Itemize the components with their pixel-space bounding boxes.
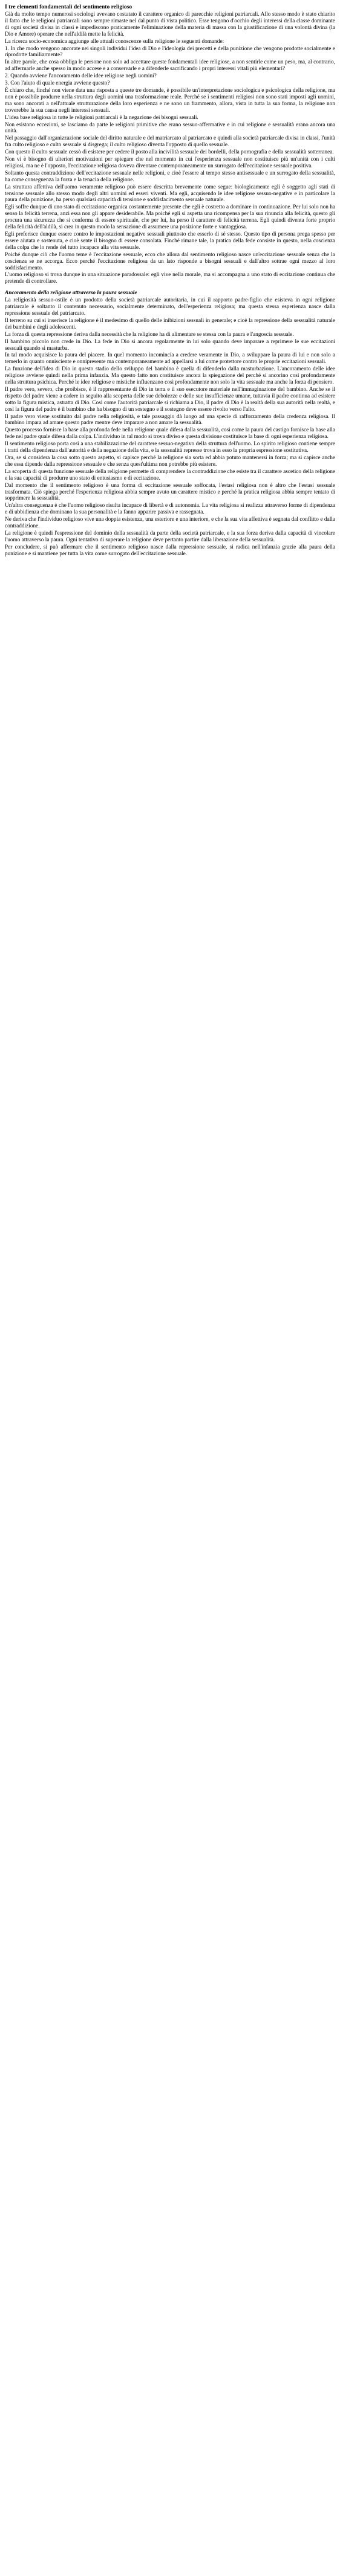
paragraph: Il terreno su cui si inserisce la religione è il medesimo di quello delle inibizioni sessuali in generale; e cioè la repressione della sessualità naturale dei bambini e degli adolescenti. [5,317,335,330]
paragraph: Dal momento che il sentimento religioso è una forma di eccitazione sessuale soffocata, l'estasi religiosa non è altro che l'estasi sessuale trasformata. Ciò spiega perché l'esperienza religiosa abbia sempre avuto un carattere mistico e perché la pratica religiosa abbia sempre tentato di sopprimere la sessualità. [5,482,335,502]
paragraph: 2. Quando avviene l'ancoramento delle idee religiose negli uomini? [5,73,157,80]
paragraph: In altre parole, che cosa obbliga le persone non solo ad accettare queste fondamentali idee religiose, a non sentirle come un peso, ma, al contrario, ad affermarle anche spesso in modo accese e a conservarle e a difenderle sacrificando i propri interessi vitali più elementari? [5,59,335,72]
paragraph: Nel passaggio dall'organizzazione sociale del diritto naturale e del matriarcato al patriarcato e quindi alla società patriarcale divisa in classi, l'unità fra culto religioso e culto sessuale si disgrega; il culto religioso diventa l'opposto di quello sessuale. [5,135,335,149]
paragraph: Per concludere, si può affermare che il sentimento religioso nasce dalla repressione sessuale, si radica nell'infanzia grazie alla paura della punizione e si mantiene per tutta la vita come surrogato dell'eccitazione sessuale. [5,544,335,557]
paragraph: La religione è quindi l'espressione del dominio della sessualità da parte della società patriarcale, e la sua forza deriva dalla capacità di vincolare l'uomo attraverso la paura. Ogni tentativo di superare la religione deve pertanto partire dalla liberazione della sessualità. [5,530,335,543]
paragraph: Il bambino piccolo non crede in Dio. La fede in Dio si ancora regolarmente in lui solo quando deve imparare a reprimere le sue eccitazioni sessuali quando si masturba. [5,338,335,352]
paragraph: La scoperta di questa funzione sessuale della religione permette di comprendere la contraddizione che esiste tra il carattere ascetico della religione e la sua capacità di produrre uno stato di entusiasmo e di eccitazione. [5,468,335,481]
paragraph: Ne deriva che l'individuo religioso vive una doppia esistenza, una esteriore e una interiore, e che la sua vita affettiva è segnata dal conflitto e dalla contraddizione. [5,517,335,530]
section-heading: Ancoramento della religione attraverso la paura sessuale [5,290,137,297]
section-part-1 [5,11,335,285]
paragraph: L'uomo religioso si trova dunque in una situazione paradossale: egli vive nella morale, ma si accompagna a uno stato di eccitazione continua che pretende di controllare. [5,272,335,285]
paragraph: Già da molto tempo numerosi sociologi avevano costatato il carattere organico di parecchie religioni patriarcali. Allo stesso modo è stato chiarito il fatto che le religioni patriarcali sono sempre rimaste nel dal punto di vista politico. Esse tengono d'occhio degli interessi della classe dominante di ogni società divisa in classi e impediscono praticamente l'eliminazione della materia di massa con la giustificazione di una volontà divina (la Dio e Amore) operare che nell'aldilà mette la felicità. [5,11,335,37]
paragraph: È chiaro che, finché non viene data una risposta a queste tre domande, è possibile un'interpretazione sociologica e psicologica della religione, ma non è possibile produrre nella struttura degli uomini una trasformazione reale. Perché se i sentimenti religiosi non sono stati imposti agli uomini, ma sono ancorati a nell'attuale strutturazione della loro esperienza e ne sono un frammento, allora, vista in tutta la sua forma, la religione non troverebbe la sua causa negli interessi sessuali. [5,87,335,114]
section-spacer [5,286,335,289]
section-part-2 [5,297,335,557]
paragraph: Poiché dunque ciò che l'uomo teme è l'eccitazione sessuale, ecco che allora dal sentimento religioso nasce un'eccitazione sessuale senza che la coscienza se ne accorga. Ecco perché l'eccitazione religiosa da un lato risponde a bisogni sessuali e dall'altro sottrae ogni mezzo al loro soddisfacimento. [5,251,335,271]
paragraph: La funzione dell'idea di Dio in questo stadio dello sviluppo del bambino è quella di difenderlo dalla masturbazione. L'ancoramento delle idee religiose avviene quindi nella prima infanzia. Ma questo fatto non costituisce ancora la spiegazione del perché si ancorino così profondamente nella struttura psichica. Perché le idee religiose e mistiche influenzano così profondamente non solo la vita sessuale ma anche la forza di pensiero. [5,366,335,386]
paragraph: Questo processo fornisce la base alla profonda fede nella religione quale difesa dalla sessualità, così come la paura del castigo fornisce la base alla fede nel padre quale difesa dalla colpa. L'individuo in tal modo si trova diviso e questa divisione costituisce la base di ogni esperienza religiosa. [5,427,335,440]
paragraph: Con questo il culto sessuale cessò di esistere per cedere il posto alla incivilità sessuale dei bordelli, della pornografia e della sessualità sotterranea. [5,149,334,156]
paragraph: La forza di questa repressione deriva dalla necessità che la religione ha di alimentare se stessa con la paura e l'angoscia sessuale. [5,331,294,338]
paragraph: L'idea base religiosa in tutte le religioni patriarcali è la negazione dei bisogni sessuali. [5,114,198,121]
paragraph: Il padre vero, severo, che proibisce, è il rappresentante di Dio in terra e il suo esecutore materiale nell'immaginazione del bambino. Anche se il rispetto del padre viene a cadere in seguito alla scoperta delle sue debolezze e delle sue insufficienze umane, tuttavia il padre continua ad esistere sotto la figura mistica, astratta di Dio. Così come l'autorità patriarcale si richiama a Dio, il padre di Dio è la realtà della sua autorità nella realtà, e così la figura del padre è il bambino che ha bisogno di un sostegno e il sostegno deve essere rivolto verso l'alto. [5,386,335,413]
paragraph: 3. Con l'aiuto di quale energia avviene questo? [5,80,110,87]
paragraph: La ricerca socio-economica aggiunge alle attuali conoscenze sulla religione le seguenti domande: [5,38,224,45]
paragraph: Il padre vero viene sostituito dal padre nella religiosità, e tale passaggio dà luogo ad una specie di rafforzamento della credenza religiosa. Il bambino impara ad amare questo padre mentre deve imparare a non amare la sessualità. [5,413,335,427]
paragraph: Non esistono eccezioni, se lasciamo da parte le religioni primitive che erano sessuo-affermative e in cui religione e sessualità erano ancora una unità. [5,121,335,135]
paragraph: Egli soffre dunque di uno stato di eccitazione organica costantemente presente che egli è costretto a dominare in continuazione. Per lui solo non ha senso la felicità terrena, anzi essa non gli appare desiderabile. Ma poiché egli si aspetta una ricompensa per la sua rinuncia alla felicità, questo gli procura una sicurezza che si conferma di essere spirituale, che per lui, ha perso il carattere di felicità terrena. Egli quindi diventa forte proprio della felicità dell'aldilà, si crea in questo modo la sensazione di assumere una posizione forte e vantaggiosa. [5,204,335,231]
paragraph: Ora, se si considera la cosa sotto questo aspetto, si capisce perché la religione sia sorta ed abbia potuto mantenersi in forza; ma si capisce anche che essa dipende dalla repressione sessuale e che senza quest'ultima non potrebbe più esistere. [5,455,335,468]
paragraph: La religiosità sessuo-ostile è un prodotto della società patriarcale autoritaria, in cui il rapporto padre-figlio che esisteva in ogni religione patriarcale è soltanto il contenuto necessario, socialmente determinato, dell'esperienza religiosa; ma questa stessa esperienza nasce dalla repressione sessuale del patriarcato. [5,297,335,317]
document [0,0,340,564]
paragraph: La struttura affettiva dell'uomo veramente religioso può essere descritta brevemente come segue: biologicamente egli è soggetto agli stati di tensione sessuale allo stesso modo degli altri uomini ed esseri viventi. Ma egli, acquisendo le idee religiose sessuo-negative e in particolare la paura della punizione, ha perso qualsiasi capacità di tensione e soddisfacimento sessuale naturale. [5,184,335,204]
paragraph: Egli preferisce dunque essere contro le impostazioni negative sessuali piuttosto che esserlo di sé stesso. Questo tipo di persona prega spesso per essere aiutata e sostenuta, e cioè sente il bisogno di essere consolata. Finché rimane tale, la pratica della fede consiste in questo, nella coscienza della colpa che lo rende del tutto incapace alla vita sessuale. [5,231,335,251]
document-title: I tre elementi fondamentali del sentimento religioso [5,4,132,10]
paragraph: Non vi è bisogno di ulteriori motivazioni per spiegare che nel momento in cui l'esperienza sessuale non costituisce più un'unità con i culti religiosi, ma ne è l'opposto, l'eccitazione religiosa doveva diventare contemporaneamente un surrogato dell'eccitazione sessuale positiva. [5,156,335,169]
paragraph: Soltanto questa contraddizione dell'eccitazione sessuale nelle religioni, e cioè l'essere al tempo stesso antisessuale e un surrogato della sessualità, ha come conseguenza la forza e la tenacia della religione. [5,170,335,183]
paragraph: Un'altra conseguenza è che l'uomo religioso risulta incapace di libertà e di autonomia. La vita religiosa si realizza attraverso forme di dipendenza e di ubbidienza che dominano la sua personalità e la fanno apparire passiva e rassegnata. [5,503,335,516]
paragraph: Il sentimento religioso porta così a una stabilizzazione del carattere sessuo-negativo della struttura dell'uomo. Lo spirito religioso contiene sempre i tratti della dipendenza dall'autorità e della negazione della vita, e la sessualità represse trova in esso la propria espressione sostitutiva. [5,441,335,454]
paragraph: In tal modo acquisisce la paura del piacere. In quel momento incomincia a credere veramente in Dio, a sviluppare la paura di lui e non solo a temerlo in quanto onnisciente e onnipresente ma contemporaneamente ad appellarsi a lui come protettore contro le proprie eccitazioni sessuali. [5,352,335,365]
paragraph: 1. In che modo vengono ancorate nei singoli individui l'idea di Dio e l'ideologia dei precetti e della punizione che vengono prodotte socialmente e riprodotte familiarmente? [5,45,335,59]
